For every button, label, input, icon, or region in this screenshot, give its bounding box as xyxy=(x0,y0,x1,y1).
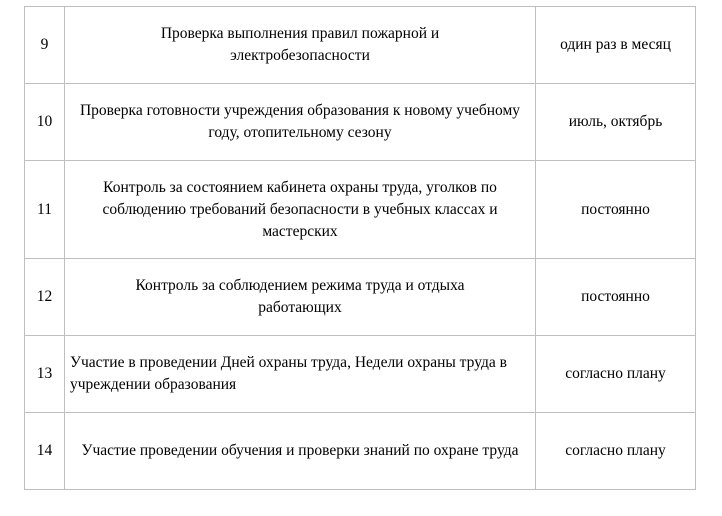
term-text: согласно плану xyxy=(536,336,696,413)
term-text: июль, октябрь xyxy=(536,84,696,161)
table-row xyxy=(25,84,696,161)
table-row xyxy=(25,413,696,490)
table-row xyxy=(25,161,696,259)
activity-text: Проверка выполнения правил пожарной и электробезопасности xyxy=(65,7,536,84)
term-text: постоянно xyxy=(536,259,696,336)
term-text: постоянно xyxy=(536,161,696,259)
activity-text: Участие проведении обучения и проверки знаний по охране труда xyxy=(65,413,536,490)
term-text: согласно плану xyxy=(536,413,696,490)
row-number: 12 xyxy=(25,259,65,336)
row-number: 10 xyxy=(25,84,65,161)
activity-text: Контроль за состоянием кабинета охраны труда, уголков по соблюдению требований безопасности в учебных классах и мастерских xyxy=(65,161,536,259)
activity-text: Участие в проведении Дней охраны труда, Недели охраны труда в учреждении образования xyxy=(65,336,536,413)
activities-table xyxy=(24,6,696,490)
table-row xyxy=(25,7,696,84)
table-row xyxy=(25,259,696,336)
row-number: 9 xyxy=(25,7,65,84)
term-text: один раз в месяц xyxy=(536,7,696,84)
activity-text: Контроль за соблюдением режима труда и отдыха работающих xyxy=(65,259,536,336)
activity-text: Проверка готовности учреждения образования к новому учебному году, отопительному сезону xyxy=(65,84,536,161)
row-number: 13 xyxy=(25,336,65,413)
row-number: 14 xyxy=(25,413,65,490)
table-row xyxy=(25,336,696,413)
row-number: 11 xyxy=(25,161,65,259)
